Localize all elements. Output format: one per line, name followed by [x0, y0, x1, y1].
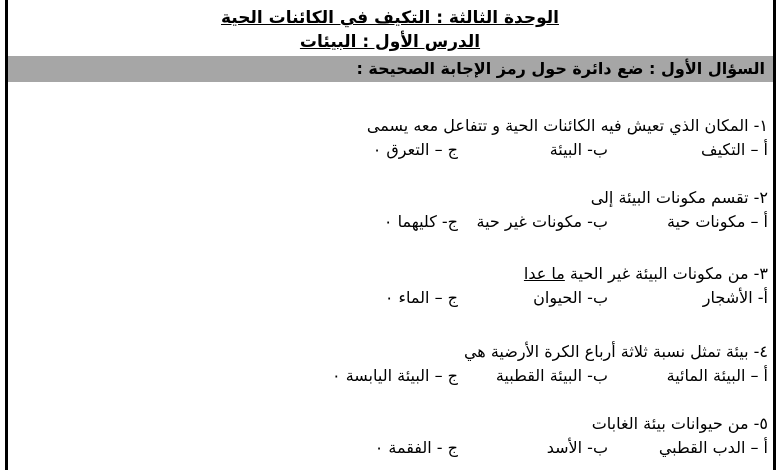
- option-c[interactable]: ج – التعرق ٠: [372, 140, 458, 159]
- option-c[interactable]: ج- كليهما ٠: [383, 212, 458, 231]
- question-item-2: [28, 186, 768, 234]
- question-text: ٢- تقسم مكونات البيئة إلى: [590, 188, 768, 207]
- question-item-3: [28, 262, 768, 310]
- question-text: ٥- من حيوانات بيئة الغابات: [591, 414, 768, 433]
- option-b[interactable]: ب- الأسد: [546, 438, 608, 457]
- lesson-title: الدرس الأول : البيئات: [299, 32, 481, 52]
- option-a[interactable]: أ – التكيف: [701, 140, 768, 159]
- question-text: [28, 262, 768, 286]
- option-b[interactable]: ب- البيئة القطبية: [495, 366, 608, 385]
- option-c[interactable]: ج – البيئة اليابسة ٠: [332, 366, 458, 385]
- question-text-underlined: ما عدا: [523, 264, 565, 283]
- page-border-right: [773, 0, 776, 470]
- option-b[interactable]: ب- البيئة: [549, 140, 608, 159]
- option-a[interactable]: أ – مكونات حية: [666, 212, 768, 231]
- options-row: [28, 364, 768, 388]
- option-b[interactable]: ب- مكونات غير حية: [476, 212, 608, 231]
- option-c[interactable]: ج - الفقمة ٠: [374, 438, 458, 457]
- options-row: [28, 286, 768, 310]
- question-text: ٤- بيئة تمثل نسبة ثلاثة أرباع الكرة الأرضية هي: [463, 342, 768, 361]
- question-header: السؤال الأول : ضع دائرة حول رمز الإجابة الصحيحة :: [8, 56, 773, 82]
- option-a[interactable]: أ – الدب القطبي: [658, 438, 768, 457]
- options-row: [28, 436, 768, 460]
- question-item-4: [28, 340, 768, 388]
- question-item-5: [28, 412, 768, 460]
- options-row: [28, 210, 768, 234]
- unit-title: الوحدة الثالثة : التكيف في الكائنات الحية: [221, 8, 559, 28]
- option-c[interactable]: ج – الماء ٠: [384, 288, 458, 307]
- question-item-1: [28, 114, 768, 162]
- option-a[interactable]: أ- الأشجار: [702, 288, 768, 307]
- option-a[interactable]: أ – البيئة المائية: [666, 366, 768, 385]
- options-row: [28, 138, 768, 162]
- question-text-prefix: ٣- من مكونات البيئة غير الحية: [564, 264, 768, 283]
- option-b[interactable]: ب- الحيوان: [533, 288, 608, 307]
- question-text: ١- المكان الذي تعيش فيه الكائنات الحية و تتفاعل معه يسمى: [366, 116, 768, 135]
